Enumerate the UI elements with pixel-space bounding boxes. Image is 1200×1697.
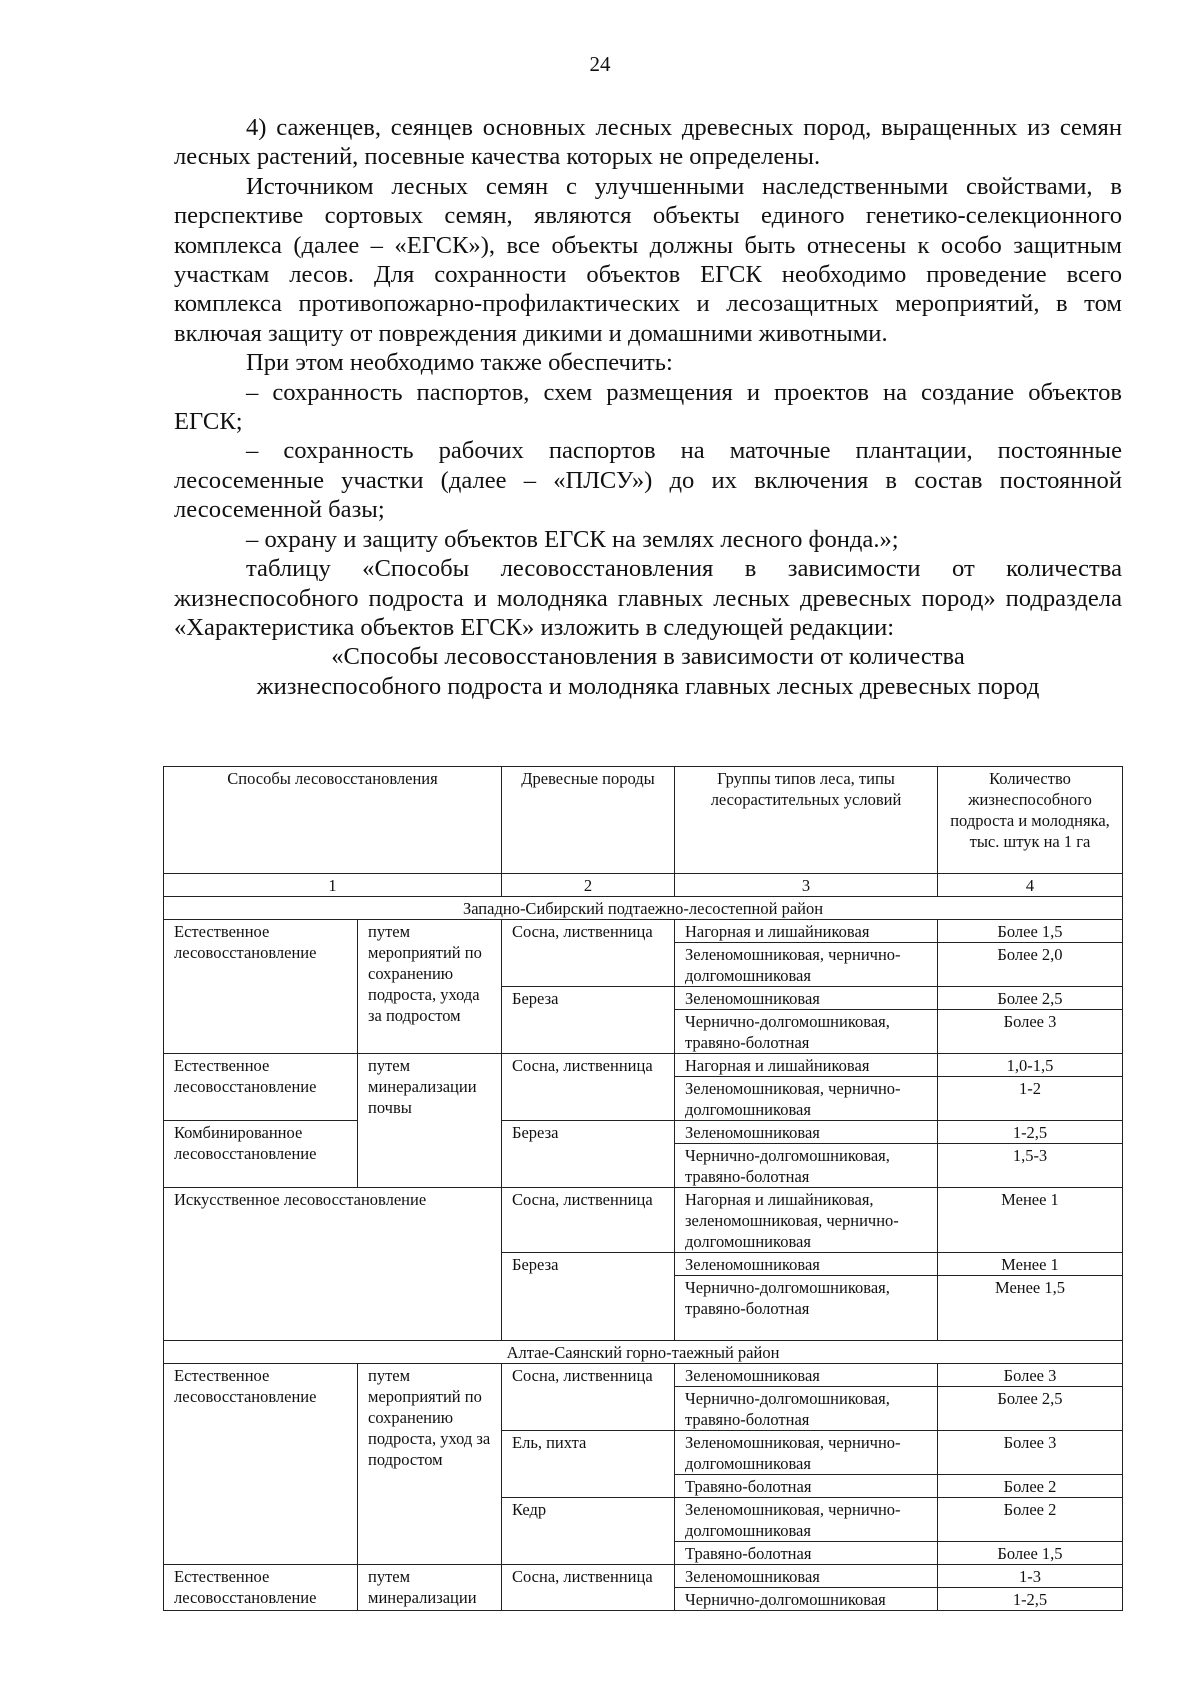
table-cell: Сосна, лиственница — [502, 920, 675, 987]
paragraph: – сохранность паспортов, схем размещения и проектов на создание объектов ЕГСК; — [174, 378, 1122, 436]
table-row — [164, 1054, 1123, 1077]
table-cell: Более 2 — [938, 1475, 1123, 1498]
table-cell: Менее 1 — [938, 1253, 1123, 1276]
column-number: 3 — [675, 874, 938, 897]
region-row — [164, 1341, 1123, 1364]
paragraph: – сохранность рабочих паспортов на маточные плантации, постоянные лесосеменные участки (далее – «ПЛСУ») до их включения в состав постоянной лесосеменной базы; — [174, 437, 1122, 524]
table-cell: Естественное лесовосстановление — [164, 1054, 358, 1121]
paragraph: 4) саженцев, сеянцев основных лесных древесных пород, выращенных из семян лесных растений, посевные качества которых не определены. — [174, 114, 1122, 171]
table-cell: Более 2,5 — [938, 1387, 1123, 1431]
table-cell: Сосна, лиственница — [502, 1188, 675, 1253]
table-cell: 1-2,5 — [938, 1588, 1123, 1611]
table-cell: Ель, пихта — [502, 1431, 675, 1498]
table-row — [164, 1188, 1123, 1253]
table-cell: Береза — [502, 1121, 675, 1188]
column-number: 1 — [164, 874, 502, 897]
table-cell: Травяно-болотная — [675, 1475, 938, 1498]
table-cell: Более 1,5 — [938, 1542, 1123, 1565]
table-cell: Искусственное лесовосстановление — [164, 1188, 502, 1341]
table-title: жизнеспособного подроста и молодняка главных лесных древесных пород — [256, 672, 1040, 700]
table-cell: Зеленомошниковая — [675, 1565, 938, 1588]
table-cell: Зеленомошниковая — [675, 1253, 938, 1276]
paragraph: – охрану и защиту объектов ЕГСК на землях лесного фонда.»; — [246, 525, 899, 553]
table-cell: Более 3 — [938, 1010, 1123, 1054]
table-row — [164, 920, 1123, 943]
paragraph: Источником лесных семян с улучшенными наследственными свойствами, в перспективе сортовых семян, являются объекты единого генетико-селекционного комплекса (далее – «ЕГСК»), все объекты должны быть отнесены к особо защитным участкам лесов. Для сохранности объектов ЕГСК необходимо проведение всего комплекса противопожарно-профилактических и лесозащитных мероприятий, в том включая защиту от повреждения дикими и домашними животными. — [174, 172, 1122, 347]
region-title: Западно-Сибирский подтаежно-лесостепной район — [164, 897, 1123, 920]
table-cell: Сосна, лиственница — [502, 1364, 675, 1431]
table-cell: Комбинированное лесовосстановление — [164, 1121, 358, 1188]
table-cell: Зеленомошниковая, чернично-долгомошниковая — [675, 1498, 938, 1542]
table-cell: Более 2 — [938, 1498, 1123, 1542]
header-cell: Способы лесовосстановления — [164, 767, 502, 874]
table-cell: Чернично-долгомошниковая, травяно-болотная — [675, 1276, 938, 1341]
table-cell: Естественное лесовосстановление — [164, 1364, 358, 1565]
table-cell: Чернично-долгомошниковая, травяно-болотная — [675, 1144, 938, 1188]
paragraph: При этом необходимо также обеспечить: — [246, 349, 673, 377]
table-cell: Кедр — [502, 1498, 675, 1565]
region-row — [164, 897, 1123, 920]
table-cell: путем минерализации почвы — [358, 1054, 502, 1188]
table-cell: Чернично-долгомошниковая — [675, 1588, 938, 1611]
header-cell: Древесные породы — [502, 767, 675, 874]
table-cell: 1,0-1,5 — [938, 1054, 1123, 1077]
table-cell: путем мероприятий по сохранению подроста, уход за подростом — [358, 1364, 502, 1565]
table-cell: Менее 1 — [938, 1188, 1123, 1253]
header-cell: Группы типов леса, типы лесорастительных условий — [675, 767, 938, 874]
table-cell: Зеленомошниковая — [675, 1364, 938, 1387]
table-cell: Более 3 — [938, 1431, 1123, 1475]
table-cell: Нагорная и лишайниковая — [675, 920, 938, 943]
table-cell: Зеленомошниковая — [675, 987, 938, 1010]
table-cell: 1-3 — [938, 1565, 1123, 1588]
column-number-row — [164, 874, 1123, 897]
table-cell: Сосна, лиственница — [502, 1054, 675, 1121]
table-cell: Более 2,0 — [938, 943, 1123, 987]
table-cell: 1,5-3 — [938, 1144, 1123, 1188]
table-header-row — [164, 767, 1123, 874]
table-cell: Менее 1,5 — [938, 1276, 1123, 1341]
table-cell: Чернично-долгомошниковая, травяно-болотная — [675, 1387, 938, 1431]
table-cell: Травяно-болотная — [675, 1542, 938, 1565]
header-cell: Количество жизнеспособного подроста и молодняка, тыс. штук на 1 га — [938, 767, 1123, 874]
table-cell: Зеленомошниковая — [675, 1121, 938, 1144]
page-number: 24 — [589, 52, 611, 76]
table-cell: Сосна, лиственница — [502, 1565, 675, 1611]
table-cell: путем минерализации — [358, 1565, 502, 1611]
column-number: 4 — [938, 874, 1123, 897]
table-row — [164, 1364, 1123, 1387]
table-cell: путем мероприятий по сохранению подроста, ухода за подростом — [358, 920, 502, 1054]
paragraph: таблицу «Способы лесовосстановления в зависимости от количества жизнеспособного подроста и молодняка главных лесных древесных пород» подраздела «Характеристика объектов ЕГСК» изложить в следующей редакции: — [174, 555, 1122, 641]
table-cell: Береза — [502, 987, 675, 1054]
table-cell: Более 3 — [938, 1364, 1123, 1387]
table-cell: 1-2 — [938, 1077, 1123, 1121]
table-cell: Зеленомошниковая, чернично-долгомошниковая — [675, 1431, 938, 1475]
table-cell: Чернично-долгомошниковая, травяно-болотная — [675, 1010, 938, 1054]
document-body — [174, 113, 1122, 701]
table-cell: Более 2,5 — [938, 987, 1123, 1010]
table-cell: Береза — [502, 1253, 675, 1341]
region-title: Алтае-Саянский горно-таежный район — [164, 1341, 1123, 1364]
column-number: 2 — [502, 874, 675, 897]
table-cell: Зеленомошниковая, чернично-долгомошниковая — [675, 943, 938, 987]
reforestation-table — [163, 766, 1123, 1611]
table-title: «Способы лесовосстановления в зависимости от количества — [331, 643, 965, 671]
table-cell: Нагорная и лишайниковая — [675, 1054, 938, 1077]
table-cell: 1-2,5 — [938, 1121, 1123, 1144]
table-cell: Более 1,5 — [938, 920, 1123, 943]
table-cell: Естественное лесовосстановление — [164, 920, 358, 1054]
table-row — [164, 1121, 1123, 1144]
table-cell: Зеленомошниковая, чернично-долгомошниковая — [675, 1077, 938, 1121]
table-cell: Естественное лесовосстановление — [164, 1565, 358, 1611]
table-cell: Нагорная и лишайниковая, зеленомошниковая, чернично-долгомошниковая — [675, 1188, 938, 1253]
table-row — [164, 1565, 1123, 1588]
